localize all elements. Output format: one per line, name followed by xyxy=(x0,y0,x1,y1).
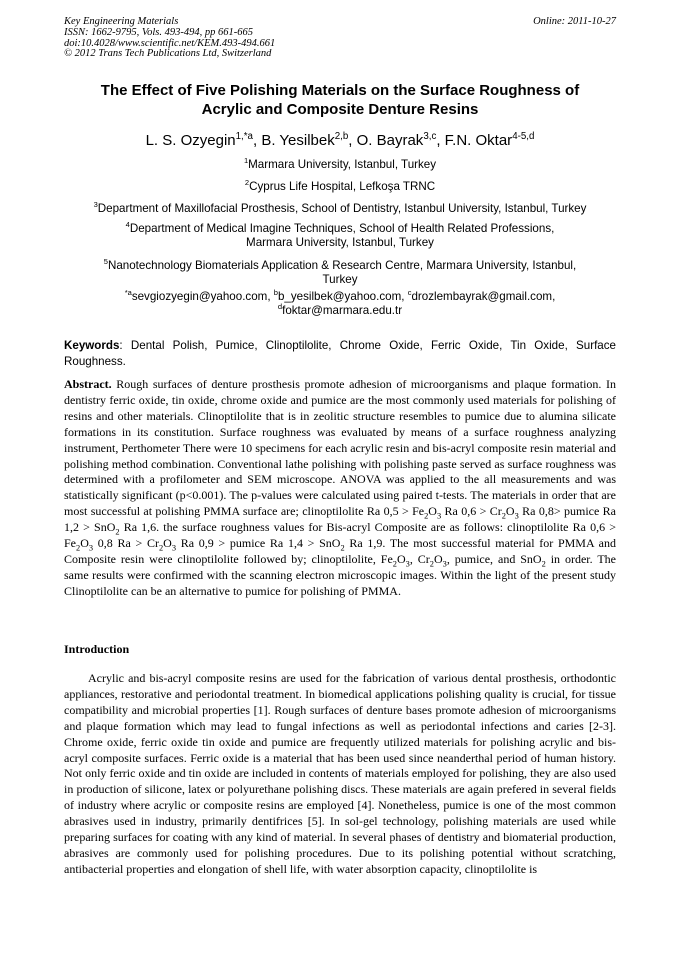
subscript: 3 xyxy=(171,543,176,553)
subscript: 2 xyxy=(158,543,164,553)
affiliation-text: Marmara University, Istanbul, Turkey xyxy=(248,158,437,171)
subscript: 3 xyxy=(442,559,447,569)
author-separator: , xyxy=(348,132,357,149)
affiliation-text: Nanotechnology Biomaterials Application & Research Centre, Marmara University, Istanbul, xyxy=(107,259,577,272)
affiliation-1 xyxy=(64,158,616,172)
affiliation-number: 2 xyxy=(244,178,250,188)
abstract-text: Ra 0,8> pumice Ra 1,2 > SnO xyxy=(64,504,616,535)
section-heading-introduction: Introduction xyxy=(64,642,130,656)
journal-name: Key Engineering Materials xyxy=(64,16,179,27)
formula-part: O xyxy=(80,536,89,551)
subscript: 3 xyxy=(88,543,94,553)
abstract xyxy=(64,377,616,600)
author-name: L. S. Ozyegin xyxy=(145,132,236,149)
introduction-text: Acrylic and bis-acryl composite resins are used for the fabrication of various dental prosthesis, orthodontic appliances, restorative and periodontal treatment. In biomedical applications polishing quality is crucial, for tissue compatibility and microbial properties [1]. Rough surfaces of denture bases promote adhesion of microorganisms and plaque formation which may lead to fungal infections as well as periodontal infections and caries [2-3]. Chrome oxide, ferric oxide tin oxide and pumice are frequently utilized materials for polishing acrylic and bis-acryl composite surfaces. Ferric oxide is a material that has been used since neanderthal period of human history. Not only ferric oxide and tin oxide are included in contents of materials employed for polishing, they are also used in production of silicone, latex or polyurethane polishing discs. These materials are again prefered in several fields of industry where acrylic or composite resins are employed [4]. Nonetheless, pumice is one of the most common abrasives used in industry, primarily dentifrices [5]. In sol-gel technology, polishing materials are used while preparing surfaces for coating with any kind of material. In several phases of dentistry and biomaterial production, abrasives are commonly used for polishing procedures. Due to its polishing potential without scratching, antibacterial properties and elongation of shell life, with water absorption capacity, clinoptilolite is xyxy=(64,671,616,876)
author-name: F.N. Oktar xyxy=(444,132,513,149)
email-mark: d xyxy=(277,302,283,312)
subscript: 2 xyxy=(429,559,434,569)
subscript: 2 xyxy=(76,543,81,553)
affiliation-text: Turkey xyxy=(322,273,358,286)
author-affil-mark: 2,b xyxy=(334,131,349,142)
abstract-text: Ra 0,6 > Cr xyxy=(441,504,502,519)
keywords xyxy=(64,338,616,369)
journal-issn: ISSN: 1662-9795, Vols. 493-494, pp 661-665 xyxy=(64,26,253,38)
email-link[interactable]: foktar@marmara.edu.tr xyxy=(282,304,403,317)
abstract-text: Ra 1,9. The most successful material for PMMA and Composite resin were clinoptilolite followed by; clinoptilolite, Fe xyxy=(64,536,617,566)
affiliation-number: 4 xyxy=(125,220,130,230)
author-list xyxy=(64,132,616,150)
author-affil-mark: 4-5,d xyxy=(512,131,535,142)
affiliation-text: Cyprus Life Hospital, Lefkoşa TRNC xyxy=(249,180,436,193)
subscript: 3 xyxy=(514,511,519,521)
affiliation-3 xyxy=(64,202,616,216)
email-link[interactable]: b_yesilbek@yahoo.com, xyxy=(277,290,408,303)
affiliation-text: Department of Maxillofacial Prosthesis, School of Dentistry, Istanbul University, Istanbul, Turkey xyxy=(97,202,587,215)
author-separator: , xyxy=(252,132,262,149)
formula-part: O xyxy=(396,551,406,566)
affiliation-4 xyxy=(64,222,616,250)
subscript: 2 xyxy=(541,559,546,569)
abstract-text: in order. The same results were confirmed with the scanning electron microscopic images. Within the light of the present study Clinoptilolite can be an alternative to pumice for polishing of PMMA. xyxy=(64,551,616,598)
author-name: B. Yesilbek xyxy=(261,132,335,149)
abstract-text: , pumice, and SnO xyxy=(446,551,542,566)
abstract-text: Ra 0,9 > pumice Ra 1,4 > SnO xyxy=(176,536,341,551)
subscript: 2 xyxy=(115,527,120,537)
subscript: 3 xyxy=(436,511,442,521)
keywords-text: : Dental Polish, Pumice, Clinoptilolite, Chrome Oxide, Ferric Oxide, Tin Oxide, Surface Roughness. xyxy=(64,339,616,368)
online-date: Online: 2011-10-27 xyxy=(533,16,616,27)
abstract-label: Abstract. xyxy=(64,377,112,391)
author-name: O. Bayrak xyxy=(356,132,424,149)
abstract-text: Ra 1,6. the surface roughness values for Bis-acryl Composite are as follows: clinoptilolite Ra 0,6 > Fe xyxy=(64,520,616,551)
abstract-text: Rough surfaces of denture prosthesis promote adhesion of microorganisms and plaque formation. In dentistry ferric oxide, tin oxide, chrome oxide and pumice are the most commonly used materials for polishing of resins and other materials. Clinoptilolite that is in zeolitic structure resembles to pumice due to alumina silicate formations in its constitution. Surface roughness was evaluated by means of a surface roughness analyzing instrument, Perthometer There were 10 specimens for each acrylic resin and bis-acryl composite resin material and polishing method combination. Conventional lathe polishing with polishing paste served as surface roughness was determined with a profilometer and SEM microscope. ANOVA was applied to the all measurements and was statistically significant (p<0.001). The p-values were calculated using paired t-tests. The materials in order that are most successful at polishing PMMA surface are; clinoptilolite Ra 0,5 > Fe xyxy=(64,377,616,519)
formula-part: O xyxy=(505,504,515,519)
abstract-text: 0,8 Ra > Cr xyxy=(93,536,159,551)
affiliation-number: 1 xyxy=(243,156,249,166)
email-link[interactable]: sevgiozyegin@yahoo.com, xyxy=(131,290,274,303)
affiliation-2 xyxy=(64,180,616,194)
affiliation-text: Department of Medical Imagine Techniques, School of Health Related Professions, xyxy=(129,222,555,235)
formula-part: O xyxy=(433,551,443,566)
journal-doi: doi:10.4028/www.scientific.net/KEM.493-494.661 xyxy=(64,37,276,49)
author-affil-mark: 3,c xyxy=(423,131,437,142)
subscript: 2 xyxy=(501,511,506,521)
journal-copyright: © 2012 Trans Tech Publications Ltd, Switzerland xyxy=(64,48,272,60)
abstract-text: , Cr xyxy=(409,551,430,566)
subscript: 2 xyxy=(340,543,345,553)
author-emails xyxy=(64,290,616,318)
title-line-1: The Effect of Five Polishing Materials on the Surface Roughness of xyxy=(100,82,580,99)
email-link[interactable]: drozlembayrak@gmail.com, xyxy=(411,290,556,303)
affiliation-5 xyxy=(64,259,616,287)
author-affil-mark: 1,*a xyxy=(235,131,253,142)
author-separator: , xyxy=(436,132,445,149)
formula-part: O xyxy=(428,504,437,519)
email-mark: b xyxy=(273,288,278,298)
affiliation-text: Marmara University, Istanbul, Turkey xyxy=(246,236,434,249)
email-mark: c xyxy=(407,288,412,298)
subscript: 2 xyxy=(392,559,397,569)
title-line-2: Acrylic and Composite Denture Resins xyxy=(201,101,479,118)
subscript: 3 xyxy=(405,559,410,569)
subscript: 2 xyxy=(424,511,429,521)
formula-part: O xyxy=(163,536,172,551)
affiliation-number: 3 xyxy=(93,200,98,210)
journal-header xyxy=(64,17,616,60)
affiliation-number: 5 xyxy=(103,257,108,267)
paper-title xyxy=(64,81,616,119)
keywords-label: Keywords xyxy=(64,339,120,352)
email-mark: *a xyxy=(124,288,132,298)
